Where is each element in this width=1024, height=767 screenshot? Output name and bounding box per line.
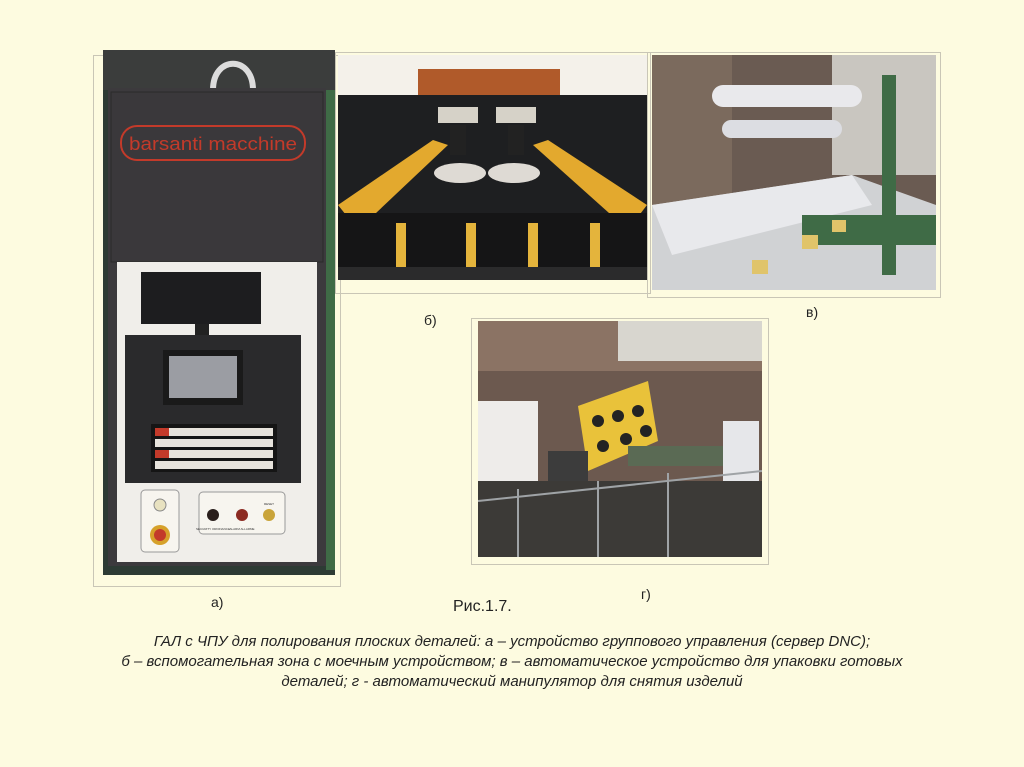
photo-g-manipulator bbox=[478, 321, 762, 557]
photo-a-control-cabinet bbox=[103, 50, 335, 575]
button-label-security: SECURITY ORDINANCE bbox=[196, 527, 230, 531]
photo-b-washing-zone bbox=[338, 55, 647, 280]
label-v: в) bbox=[806, 304, 819, 320]
caption-line-2: б – вспомогательная зона с моечным устройством; в – автоматическое устройство для упаковки готовых bbox=[121, 653, 903, 670]
figure-caption bbox=[40, 632, 984, 692]
label-b: б) bbox=[424, 312, 437, 328]
label-g: г) bbox=[641, 586, 651, 602]
photo-v-packing-device bbox=[652, 55, 936, 290]
caption-line-1: ГАЛ с ЧПУ для полирования плоских деталей: а – устройство группового управления (сервер DNC); bbox=[153, 633, 871, 650]
button-label-alarm: ALARM ALLARME bbox=[229, 527, 255, 531]
caption-line-3: деталей; г - автоматический манипулятор для снятия изделий bbox=[281, 673, 743, 690]
label-a: а) bbox=[211, 594, 224, 610]
figure-title: Рис.1.7. bbox=[453, 598, 512, 615]
button-label-reset: RESET bbox=[263, 502, 275, 506]
brand-logo-text: barsanti macchine bbox=[129, 134, 297, 154]
